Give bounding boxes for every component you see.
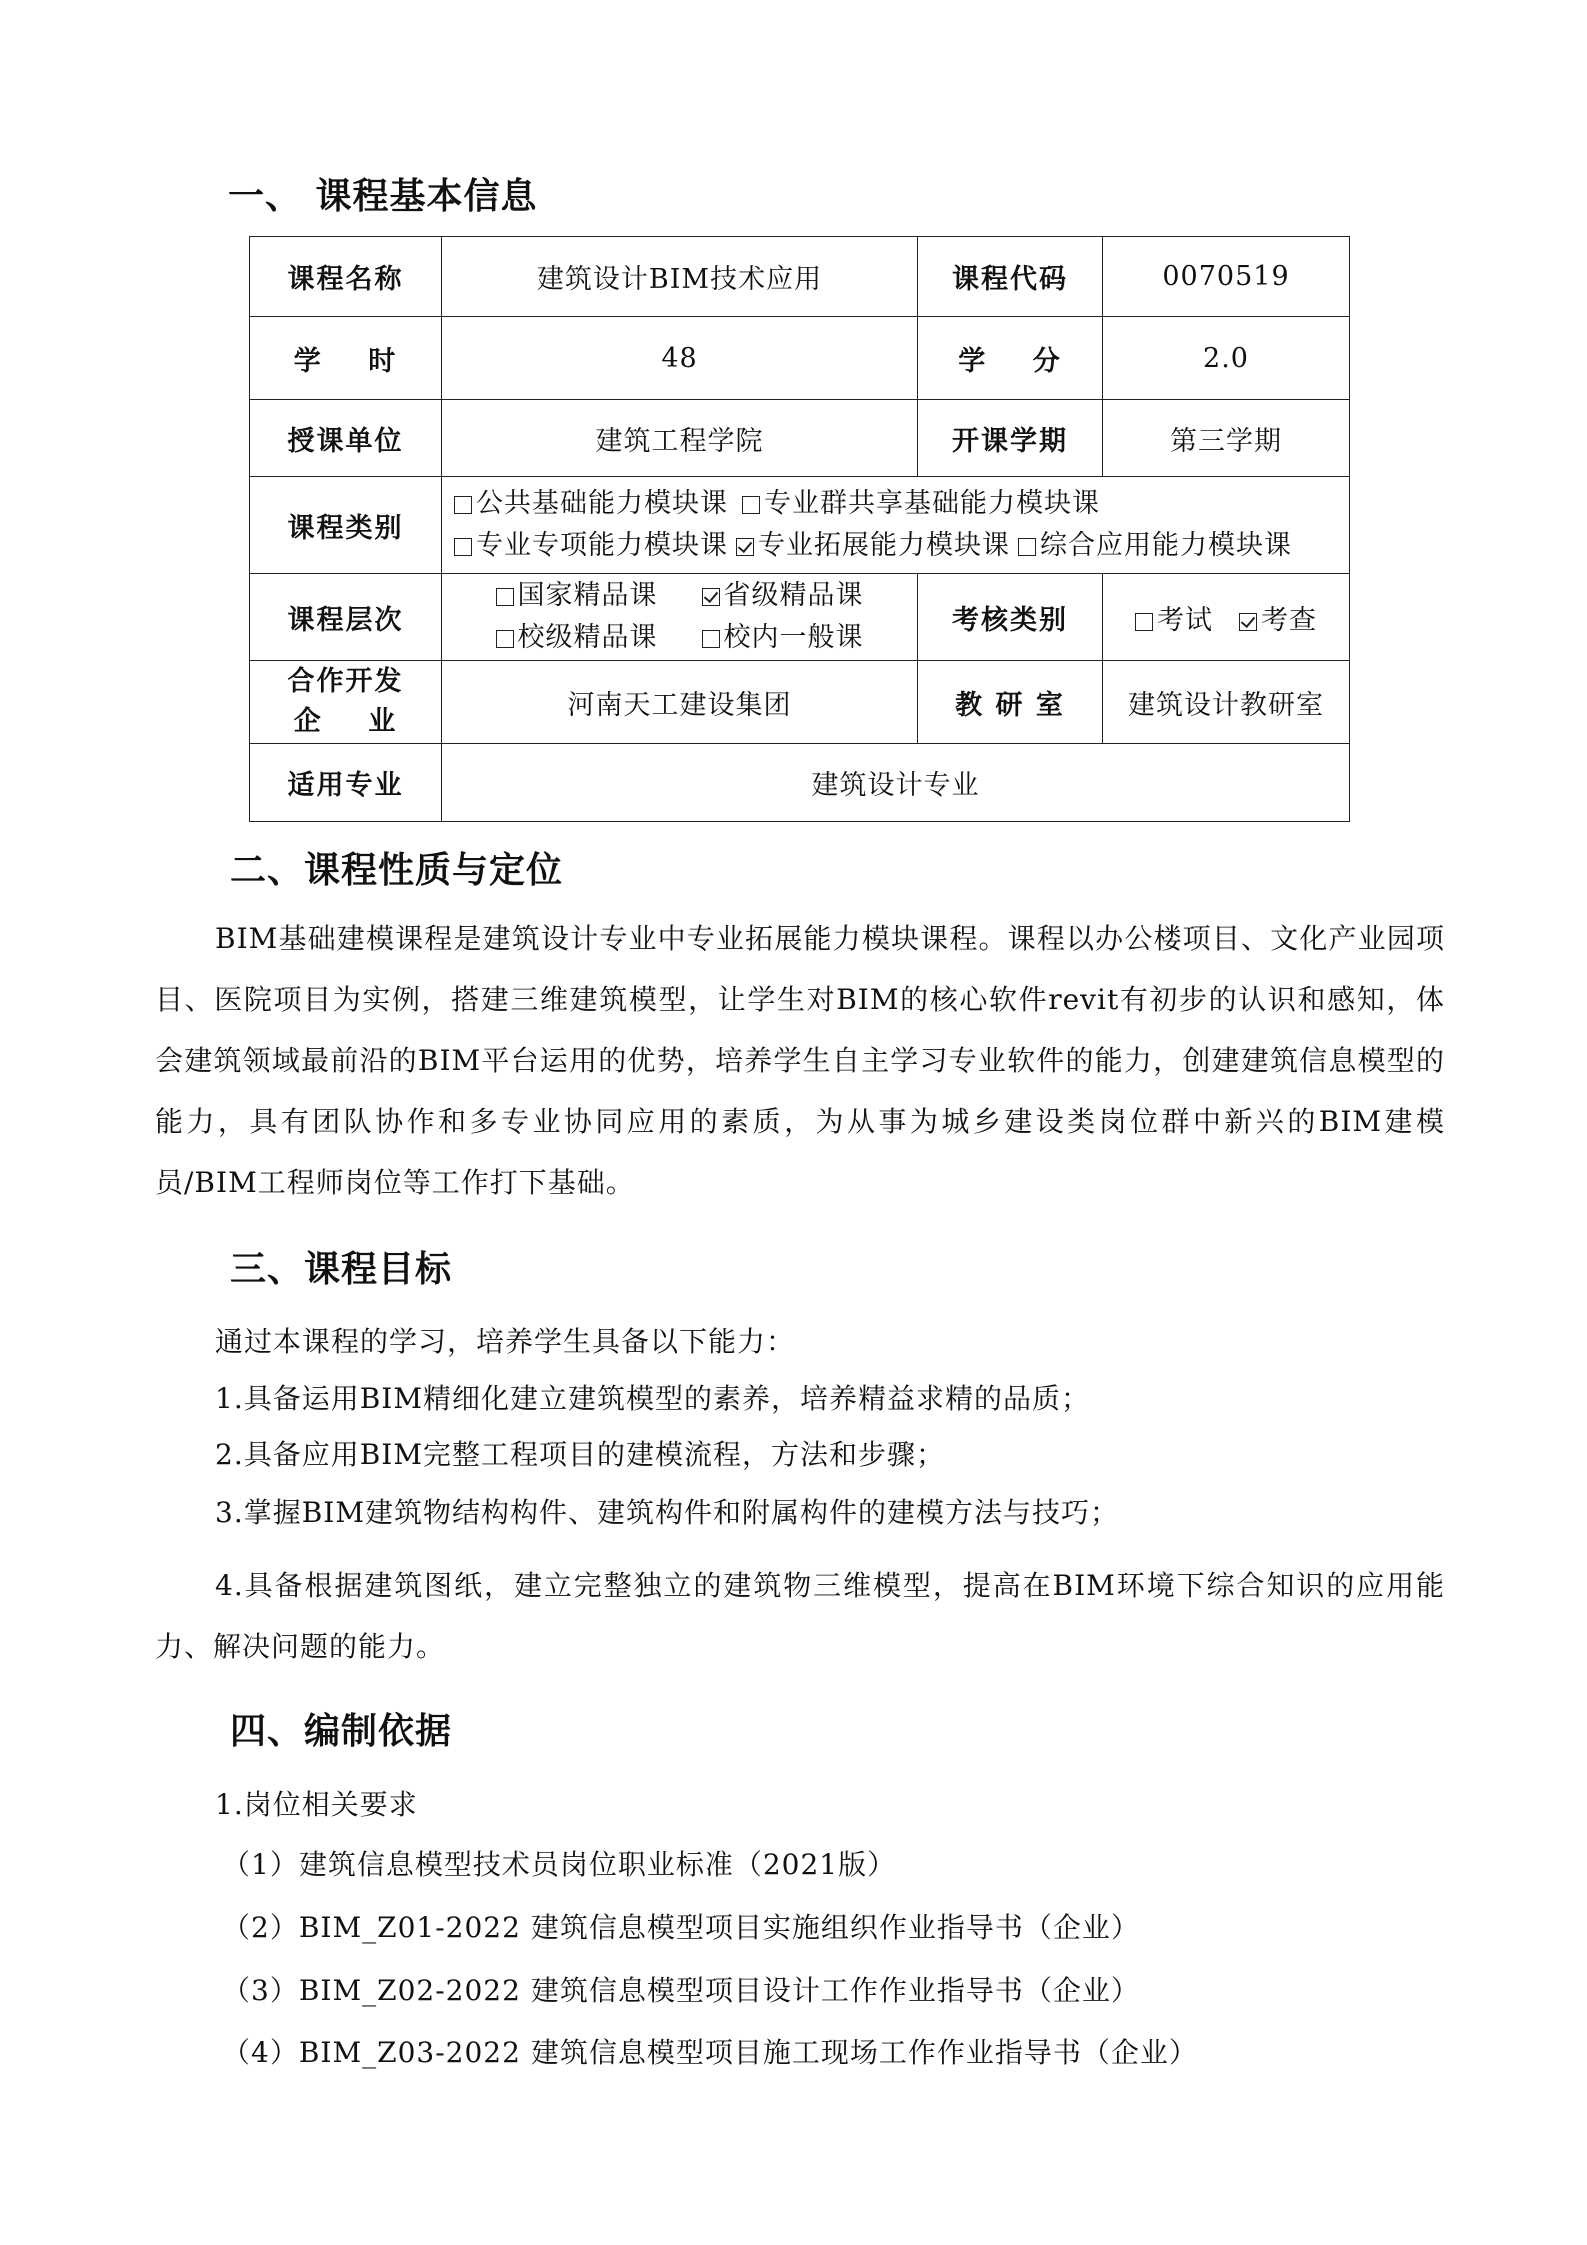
category-option-specific[interactable]: 专业专项能力模块课 — [454, 530, 728, 561]
exam-options — [1103, 574, 1350, 661]
checkbox-icon[interactable] — [454, 496, 472, 514]
course-name-value: 建筑设计BIM技术应用 — [442, 237, 918, 317]
section-heading-basis: 四、编制依据 — [230, 1711, 453, 1752]
exam-label: 考核类别 — [918, 574, 1103, 661]
table-row — [250, 237, 1350, 317]
checkbox-icon[interactable] — [496, 588, 514, 606]
unit-value: 建筑工程学院 — [442, 400, 918, 477]
checkbox-icon[interactable] — [742, 496, 760, 514]
goal-item-4: 4.具备根据建筑图纸，建立完整独立的建筑物三维模型，提高在BIM环境下综合知识的应用能力、解决问题的能力。 — [155, 1569, 1445, 1663]
checkbox-icon[interactable] — [1018, 538, 1036, 556]
level-option-school[interactable]: 校级精品课 — [496, 622, 658, 653]
unit-label: 授课单位 — [250, 400, 442, 477]
table-row — [250, 317, 1350, 400]
level-option-provincial[interactable]: 省级精品课 — [702, 580, 864, 611]
exam-option-test[interactable]: 考试 — [1135, 605, 1213, 636]
category-option-extension[interactable]: 专业拓展能力模块课 — [736, 530, 1010, 561]
hours-value: 48 — [442, 317, 918, 400]
category-option-public[interactable]: 公共基础能力模块课 — [454, 488, 728, 519]
goal-item-1: 1.具备运用BIM精细化建立建筑模型的素养，培养精益求精的品质； — [215, 1382, 1091, 1415]
checkbox-icon[interactable] — [454, 538, 472, 556]
course-name-label: 课程名称 — [250, 237, 442, 317]
semester-value: 第三学期 — [1103, 400, 1350, 477]
hours-label: 学 时 — [250, 317, 442, 400]
major-value: 建筑设计专业 — [442, 744, 1350, 822]
checkbox-icon[interactable] — [702, 630, 720, 648]
basis-item-3: （3）BIM_Z02-2022 建筑信息模型项目设计工作作业指导书（企业） — [222, 1974, 1140, 2007]
exam-option-check[interactable]: 考查 — [1239, 605, 1317, 636]
basis-subheading: 1.岗位相关要求 — [215, 1788, 418, 1821]
major-label: 适用专业 — [250, 744, 442, 822]
level-label: 课程层次 — [250, 574, 442, 661]
table-row — [250, 574, 1350, 661]
table-row — [250, 744, 1350, 822]
category-option-shared[interactable]: 专业群共享基础能力模块课 — [742, 488, 1100, 519]
basis-item-2: （2）BIM_Z01-2022 建筑信息模型项目实施组织作业指导书（企业） — [222, 1911, 1140, 1944]
course-code-value: 0070519 — [1103, 237, 1350, 317]
checkbox-icon[interactable] — [1135, 613, 1153, 631]
course-code-label: 课程代码 — [918, 237, 1103, 317]
basis-item-4: （4）BIM_Z03-2022 建筑信息模型项目施工现场工作作业指导书（企业） — [222, 2036, 1198, 2069]
nature-paragraph: BIM基础建模课程是建筑设计专业中专业拓展能力模块课程。课程以办公楼项目、文化产业园项目、医院项目为实例，搭建三维建筑模型，让学生对BIM的核心软件revit有初步的认识和感知，体会建筑领域最前沿的BIM平台运用的优势，培养学生自主学习专业软件的能力，创建建筑信息模型的能力，具有团队协作和多专业协同应用的素质，为从事为城乡建设类岗位群中新兴的BIM建模员/BIM工程师岗位等工作打下基础。 — [155, 922, 1445, 1199]
course-info-table — [249, 236, 1350, 822]
category-line-2 — [454, 525, 1292, 567]
credits-label: 学 分 — [918, 317, 1103, 400]
section-heading-basic-info: 一、 课程基本信息 — [228, 176, 538, 217]
credits-value: 2.0 — [1103, 317, 1350, 400]
level-options — [442, 574, 918, 661]
checkbox-checked-icon[interactable] — [1239, 613, 1257, 631]
category-options — [442, 477, 1350, 574]
basis-item-1: （1）建筑信息模型技术员岗位职业标准（2021版） — [222, 1848, 897, 1881]
table-row — [250, 477, 1350, 574]
category-option-comprehensive[interactable]: 综合应用能力模块课 — [1018, 530, 1292, 561]
goal-item-3: 3.掌握BIM建筑物结构构件、建筑构件和附属构件的建模方法与技巧； — [215, 1496, 1120, 1529]
partner-label: 合作开发 企 业 — [250, 661, 442, 744]
checkbox-icon[interactable] — [496, 630, 514, 648]
semester-label: 开课学期 — [918, 400, 1103, 477]
table-row — [250, 661, 1350, 744]
level-option-national[interactable]: 国家精品课 — [496, 580, 658, 611]
office-label: 教 研 室 — [918, 661, 1103, 744]
level-option-general[interactable]: 校内一般课 — [702, 622, 864, 653]
goal-item-2: 2.具备应用BIM完整工程项目的建模流程，方法和步骤； — [215, 1438, 946, 1471]
category-line-1 — [454, 483, 1292, 525]
checkbox-checked-icon[interactable] — [736, 538, 754, 556]
goals-intro: 通过本课程的学习，培养学生具备以下能力： — [215, 1325, 796, 1358]
table-row — [250, 400, 1350, 477]
partner-value: 河南天工建设集团 — [442, 661, 918, 744]
office-value: 建筑设计教研室 — [1103, 661, 1350, 744]
section-heading-nature: 二、课程性质与定位 — [230, 850, 564, 891]
category-label: 课程类别 — [250, 477, 442, 574]
checkbox-checked-icon[interactable] — [702, 588, 720, 606]
section-heading-goals: 三、课程目标 — [230, 1249, 453, 1290]
